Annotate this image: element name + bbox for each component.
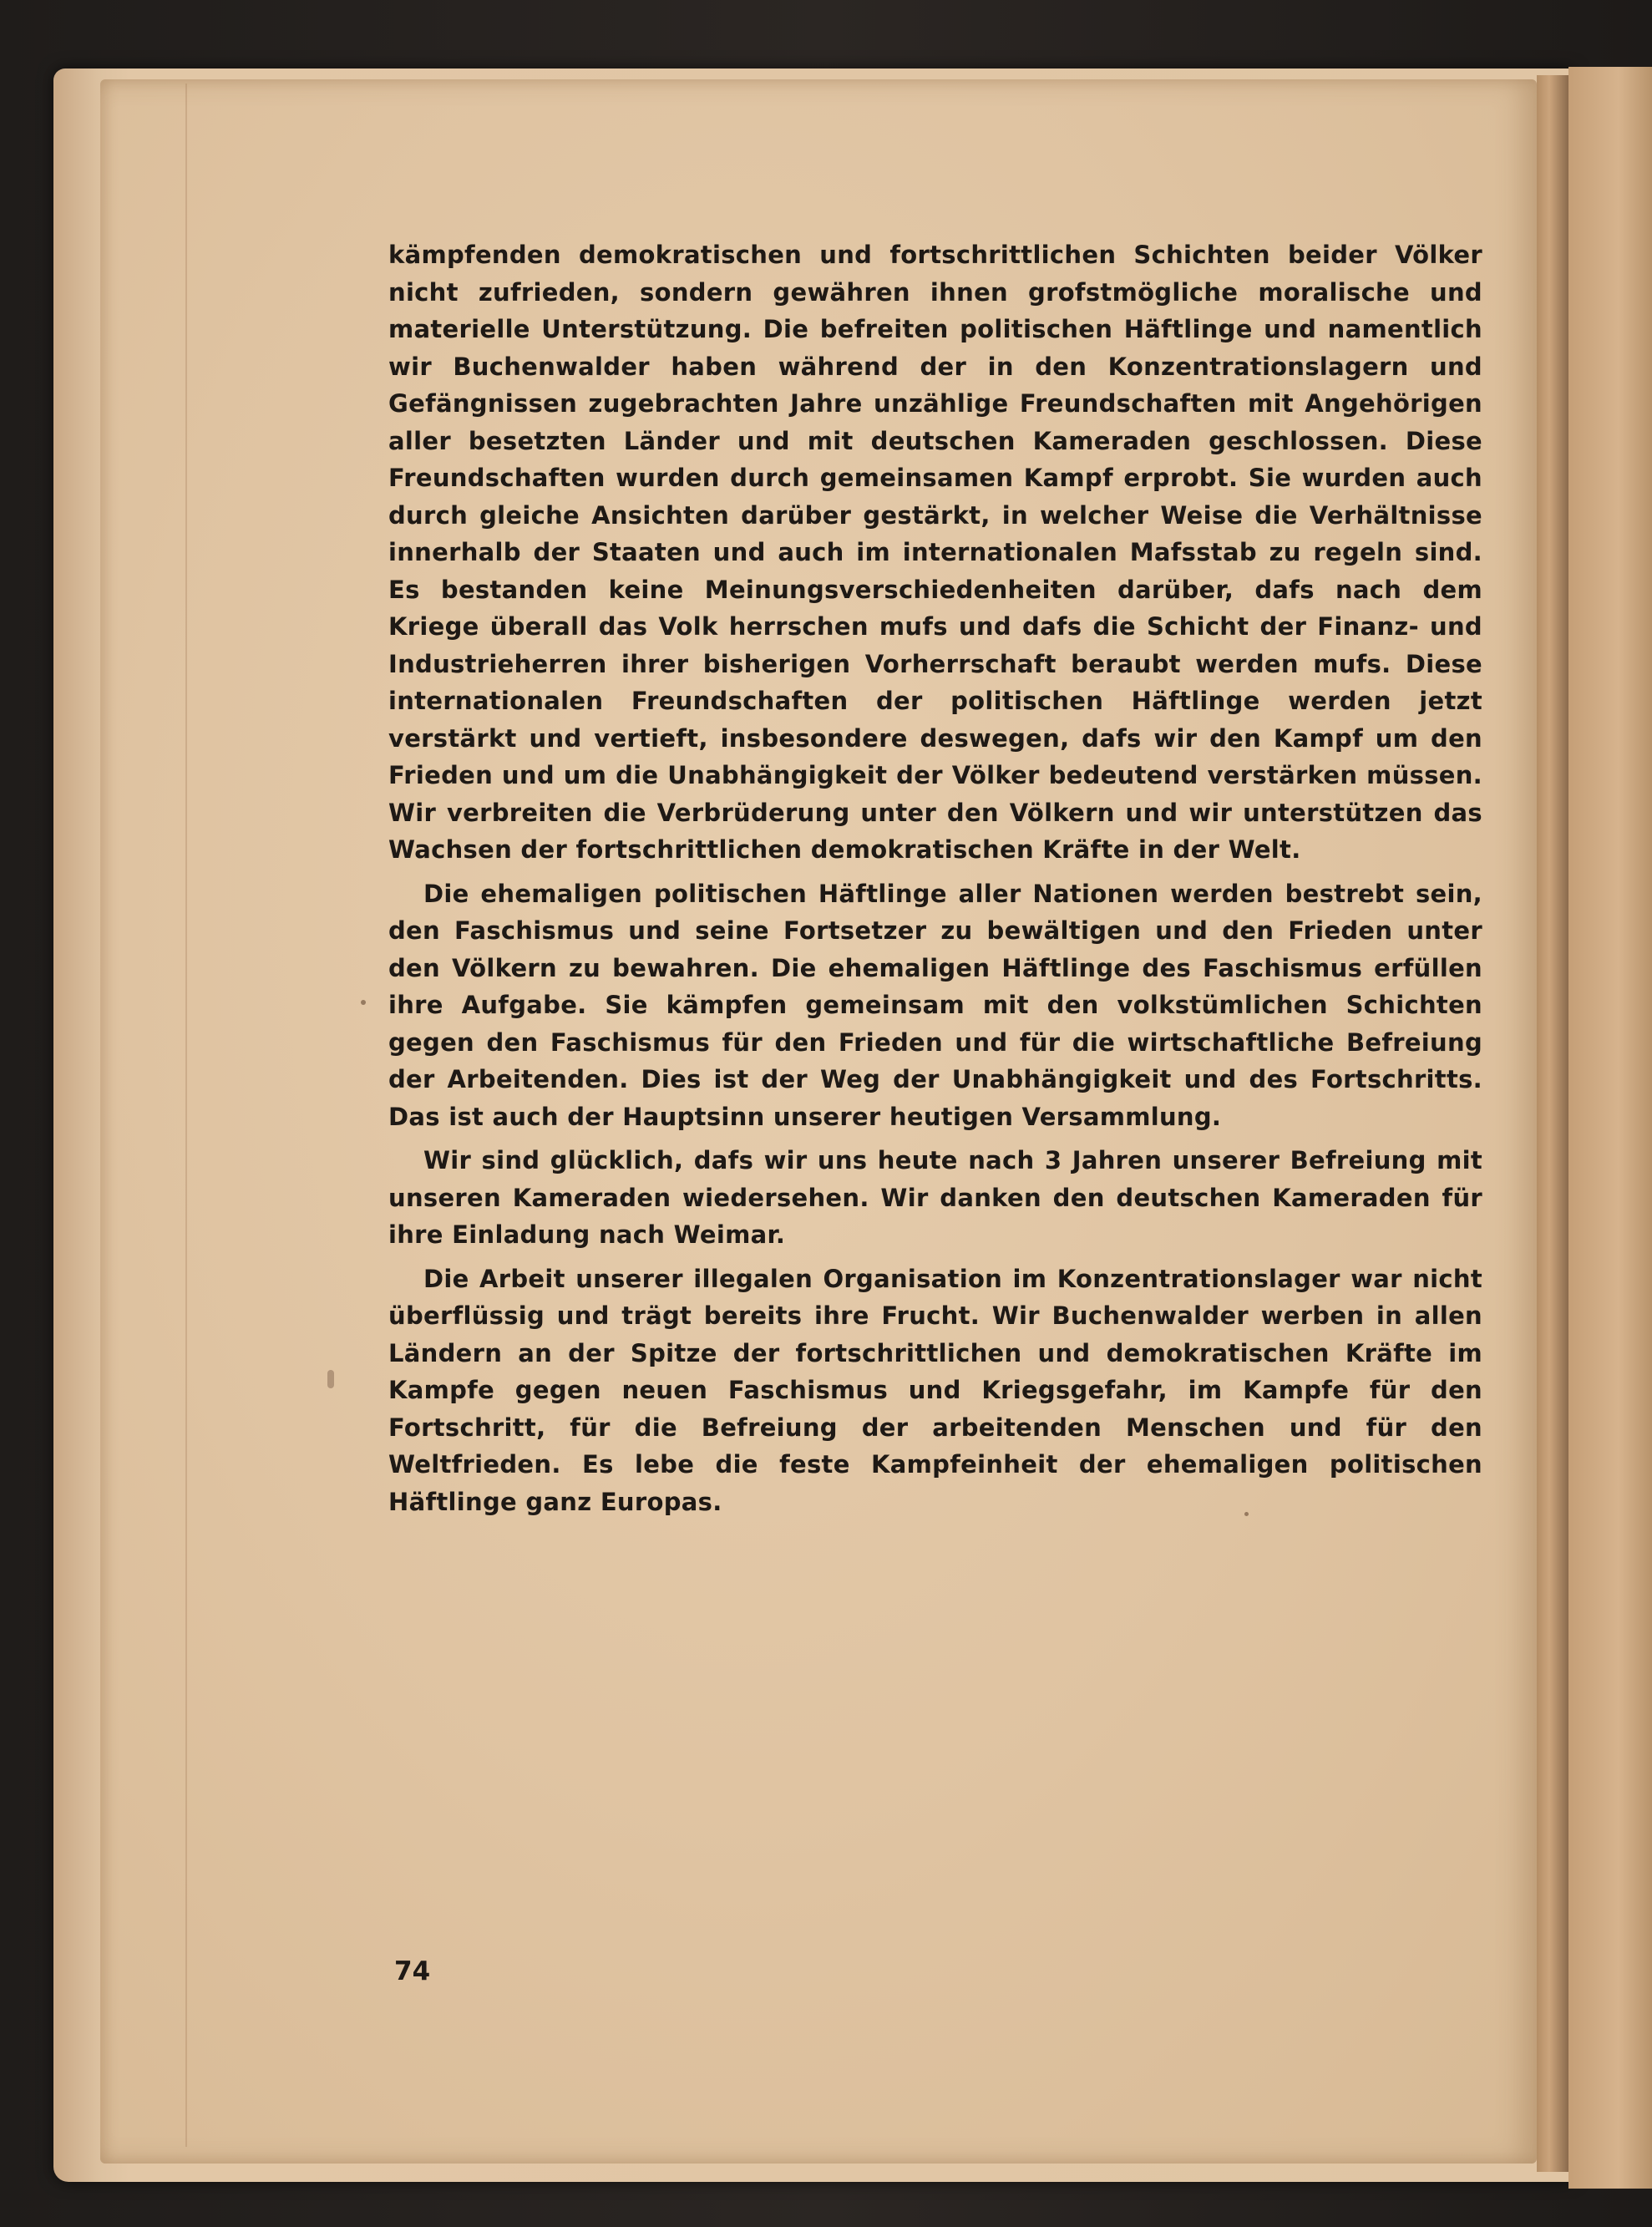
paper-speck <box>327 1370 334 1388</box>
page-edge-line <box>185 84 187 2147</box>
book-gutter <box>1537 75 1568 2172</box>
page-number: 74 <box>394 1956 431 1986</box>
paper-speck <box>361 1000 366 1005</box>
body-text <box>388 236 1482 1527</box>
facing-page-edge <box>1568 67 1652 2189</box>
paragraph: kämpfenden demokratischen und fortschrittlichen Schichten beider Völker nicht zufrieden, sondern gewähren ihnen grofstmögliche moralische und materielle Unterstützung. Die befreiten politischen Häftlinge und namentlich wir Buchenwalder haben während der in den Konzentrationslagern und Gefängnissen zugebrachten Jahre unzählige Freundschaften mit Angehörigen aller besetzten Länder und mit deutschen Kameraden geschlossen. Diese Freundschaften wurden durch gemeinsamen Kampf erprobt. Sie wurden auch durch gleiche Ansichten darüber gestärkt, in welcher Weise die Verhältnisse innerhalb der Staaten und auch im internationalen Mafsstab zu regeln sind. Es bestanden keine Meinungsverschiedenheiten darüber, dafs nach dem Kriege überall das Volk herrschen mufs und dafs die Schicht der Finanz- und Industrieherren ihrer bisherigen Vorherrschaft beraubt werden mufs. Diese internationalen Freundschaften der politischen Häftlinge werden jetzt verstärkt und vertieft, insbesondere deswegen, dafs wir den Kampf um den Frieden und um die Unabhängigkeit der Völker bedeutend verstärken müssen. Wir verbreiten die Verbrüderung unter den Völkern und wir unterstützen das Wachsen der fortschrittlichen demokratischen Kräfte in der Welt. <box>388 241 1482 864</box>
paragraph: Die ehemaligen politischen Häftlinge aller Nationen werden bestrebt sein, den Faschismus und seine Fortsetzer zu bewältigen und den Frieden unter den Völkern zu bewahren. Die ehemaligen Häftlinge des Faschismus erfüllen ihre Aufgabe. Sie kämpfen gemeinsam mit den volkstümlichen Schichten gegen den Faschismus für den Frieden und für die wirtschaftliche Befreiung der Arbeitenden. Dies ist der Weg der Unabhängigkeit und des Fortschritts. Das ist auch der Hauptsinn unserer heutigen Versammlung. <box>388 879 1482 1131</box>
paragraph: Wir sind glücklich, dafs wir uns heute nach 3 Jahren unserer Befreiung mit unseren Kameraden wiedersehen. Wir danken den deutschen Kameraden für ihre Einladung nach Weimar. <box>388 1146 1482 1249</box>
paragraph: Die Arbeit unserer illegalen Organisation im Konzentrationslager war nicht überflüssig und trägt bereits ihre Frucht. Wir Buchenwalder werben in allen Ländern an der Spitze der fortschrittlichen und demokratischen Kräfte im Kampfe gegen neuen Faschismus und Kriegsgefahr, im Kampfe für den Fortschritt, für die Befreiung der arbeitenden Menschen und für den Weltfrieden. Es lebe die feste Kampfeinheit der ehemaligen politischen Häftlinge ganz Europas. <box>388 1264 1482 1516</box>
